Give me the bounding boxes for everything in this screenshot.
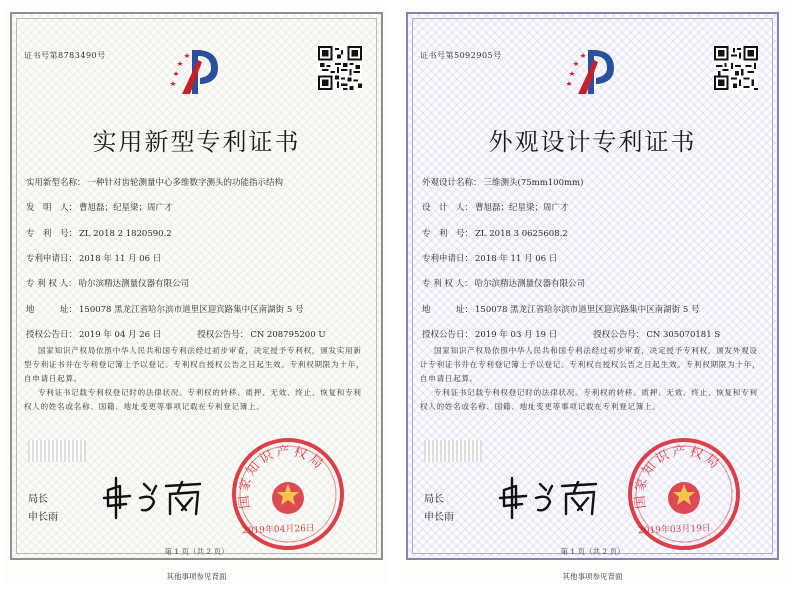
- grant-statement: 国家知识产权局依照中华人民共和国专利法经过初步审查，决定授予专利权，颁发实用新型专利证书并在专利登记簿上予以登记。专利权自授权公告之日起生效。专利权期限为十年，自申请日起算。: [24, 346, 365, 383]
- seal-date: 2019年03月19日: [637, 523, 712, 537]
- application-date-field: 专利申请日： 2018 年 11 月 06 日: [26, 254, 162, 264]
- seal-date: 2019年04月26日: [241, 523, 316, 537]
- address-field: 地 址： 150078 黑龙江省哈尔滨市道里区迎宾路集中区南湖街 5 号: [422, 305, 700, 315]
- legal-status-statement: 专利证书记载专利权登记时的法律状况。专利权的转移、质押、无效、终止、恢复和专利权人的姓名或名称、国籍、地址变更等事项记载在专利登记簿上。: [24, 388, 362, 411]
- legal-status-statement: 专利证书记载专利权登记时的法律状况。专利权的转移、质押、无效、终止、恢复和专利权人的姓名或名称、国籍、地址变更等事项记载在专利登记簿上。: [420, 388, 758, 411]
- inventor-field: 发 明 人： 曹旭磊；纪星梁；周广才: [26, 203, 173, 213]
- address-field: 地 址： 150078 黑龙江省哈尔滨市道里区迎宾路集中区南湖街 5 号: [26, 305, 304, 315]
- national-emblem-icon: [28, 440, 86, 462]
- national-emblem-icon: [424, 440, 482, 462]
- page-number: 第 1 页（共 2 页）: [560, 547, 625, 556]
- patent-number-field: 专 利 号： ZL 2018 2 1820590.2: [26, 229, 172, 239]
- certificate-title: 外观设计专利证书: [488, 128, 697, 156]
- patent-number-field: 专 利 号： ZL 2018 3 0625608.2: [422, 229, 568, 239]
- patentee-field: 专 利 权 人： 哈尔滨精达测量仪器有限公司: [26, 279, 190, 289]
- utility-model-certificate: [4, 6, 389, 584]
- cnipa-logo-icon: [560, 42, 622, 100]
- grant-statement: 国家知识产权局依照中华人民共和国专利法经过初步审查，决定授予专利权，颁发外观设计专利证书并在专利登记簿上予以登记。专利权自授权公告之日起生效。专利权期限为十年，自申请日起算。: [420, 346, 761, 383]
- certificate-title: 实用新型专利证书: [92, 128, 301, 156]
- design-name-field: 外观设计名称： 三维测头(75mm100mm): [422, 178, 584, 188]
- svg-text:国家知识产权局: 国家知识产权局: [236, 444, 328, 510]
- design-patent-certificate: [400, 6, 785, 584]
- svg-text:国家知识产权局: 国家知识产权局: [632, 444, 724, 510]
- page-number: 第 1 页（共 2 页）: [164, 547, 229, 556]
- designer-field: 设 计 人： 曹旭磊；纪星梁；周广才: [422, 203, 569, 213]
- grant-field: 授权公告日： 2019 年 04 月 26 日 授权公告号： CN 208795200 U: [26, 330, 326, 340]
- footer-note: 其他事项参见背面: [166, 572, 227, 581]
- qr-code-icon: [714, 46, 758, 90]
- director-title: 局长: [424, 494, 444, 505]
- qr-code-icon: [318, 46, 362, 90]
- footer-note: 其他事项参见背面: [562, 572, 623, 581]
- director-signature: [100, 472, 210, 522]
- patentee-field: 专 利 权 人： 哈尔滨精达测量仪器有限公司: [422, 279, 586, 289]
- grant-field: 授权公告日： 2019 年 03 月 19 日 授权公告号： CN 305070181 S: [422, 330, 721, 340]
- patent-name-field: 实用新型名称： 一种针对齿轮测量中心多维数字测头的功能指示结构: [26, 178, 284, 188]
- director-name: 申长雨: [28, 512, 58, 523]
- director-title: 局长: [28, 494, 48, 505]
- director-signature: [496, 472, 606, 522]
- application-date-field: 专利申请日： 2018 年 11 月 06 日: [422, 254, 558, 264]
- director-name: 申长雨: [424, 512, 454, 523]
- cnipa-logo-icon: [164, 42, 226, 100]
- certificate-number: 证书号第8783490号: [24, 51, 106, 60]
- certificate-number: 证书号第5092905号: [420, 51, 502, 60]
